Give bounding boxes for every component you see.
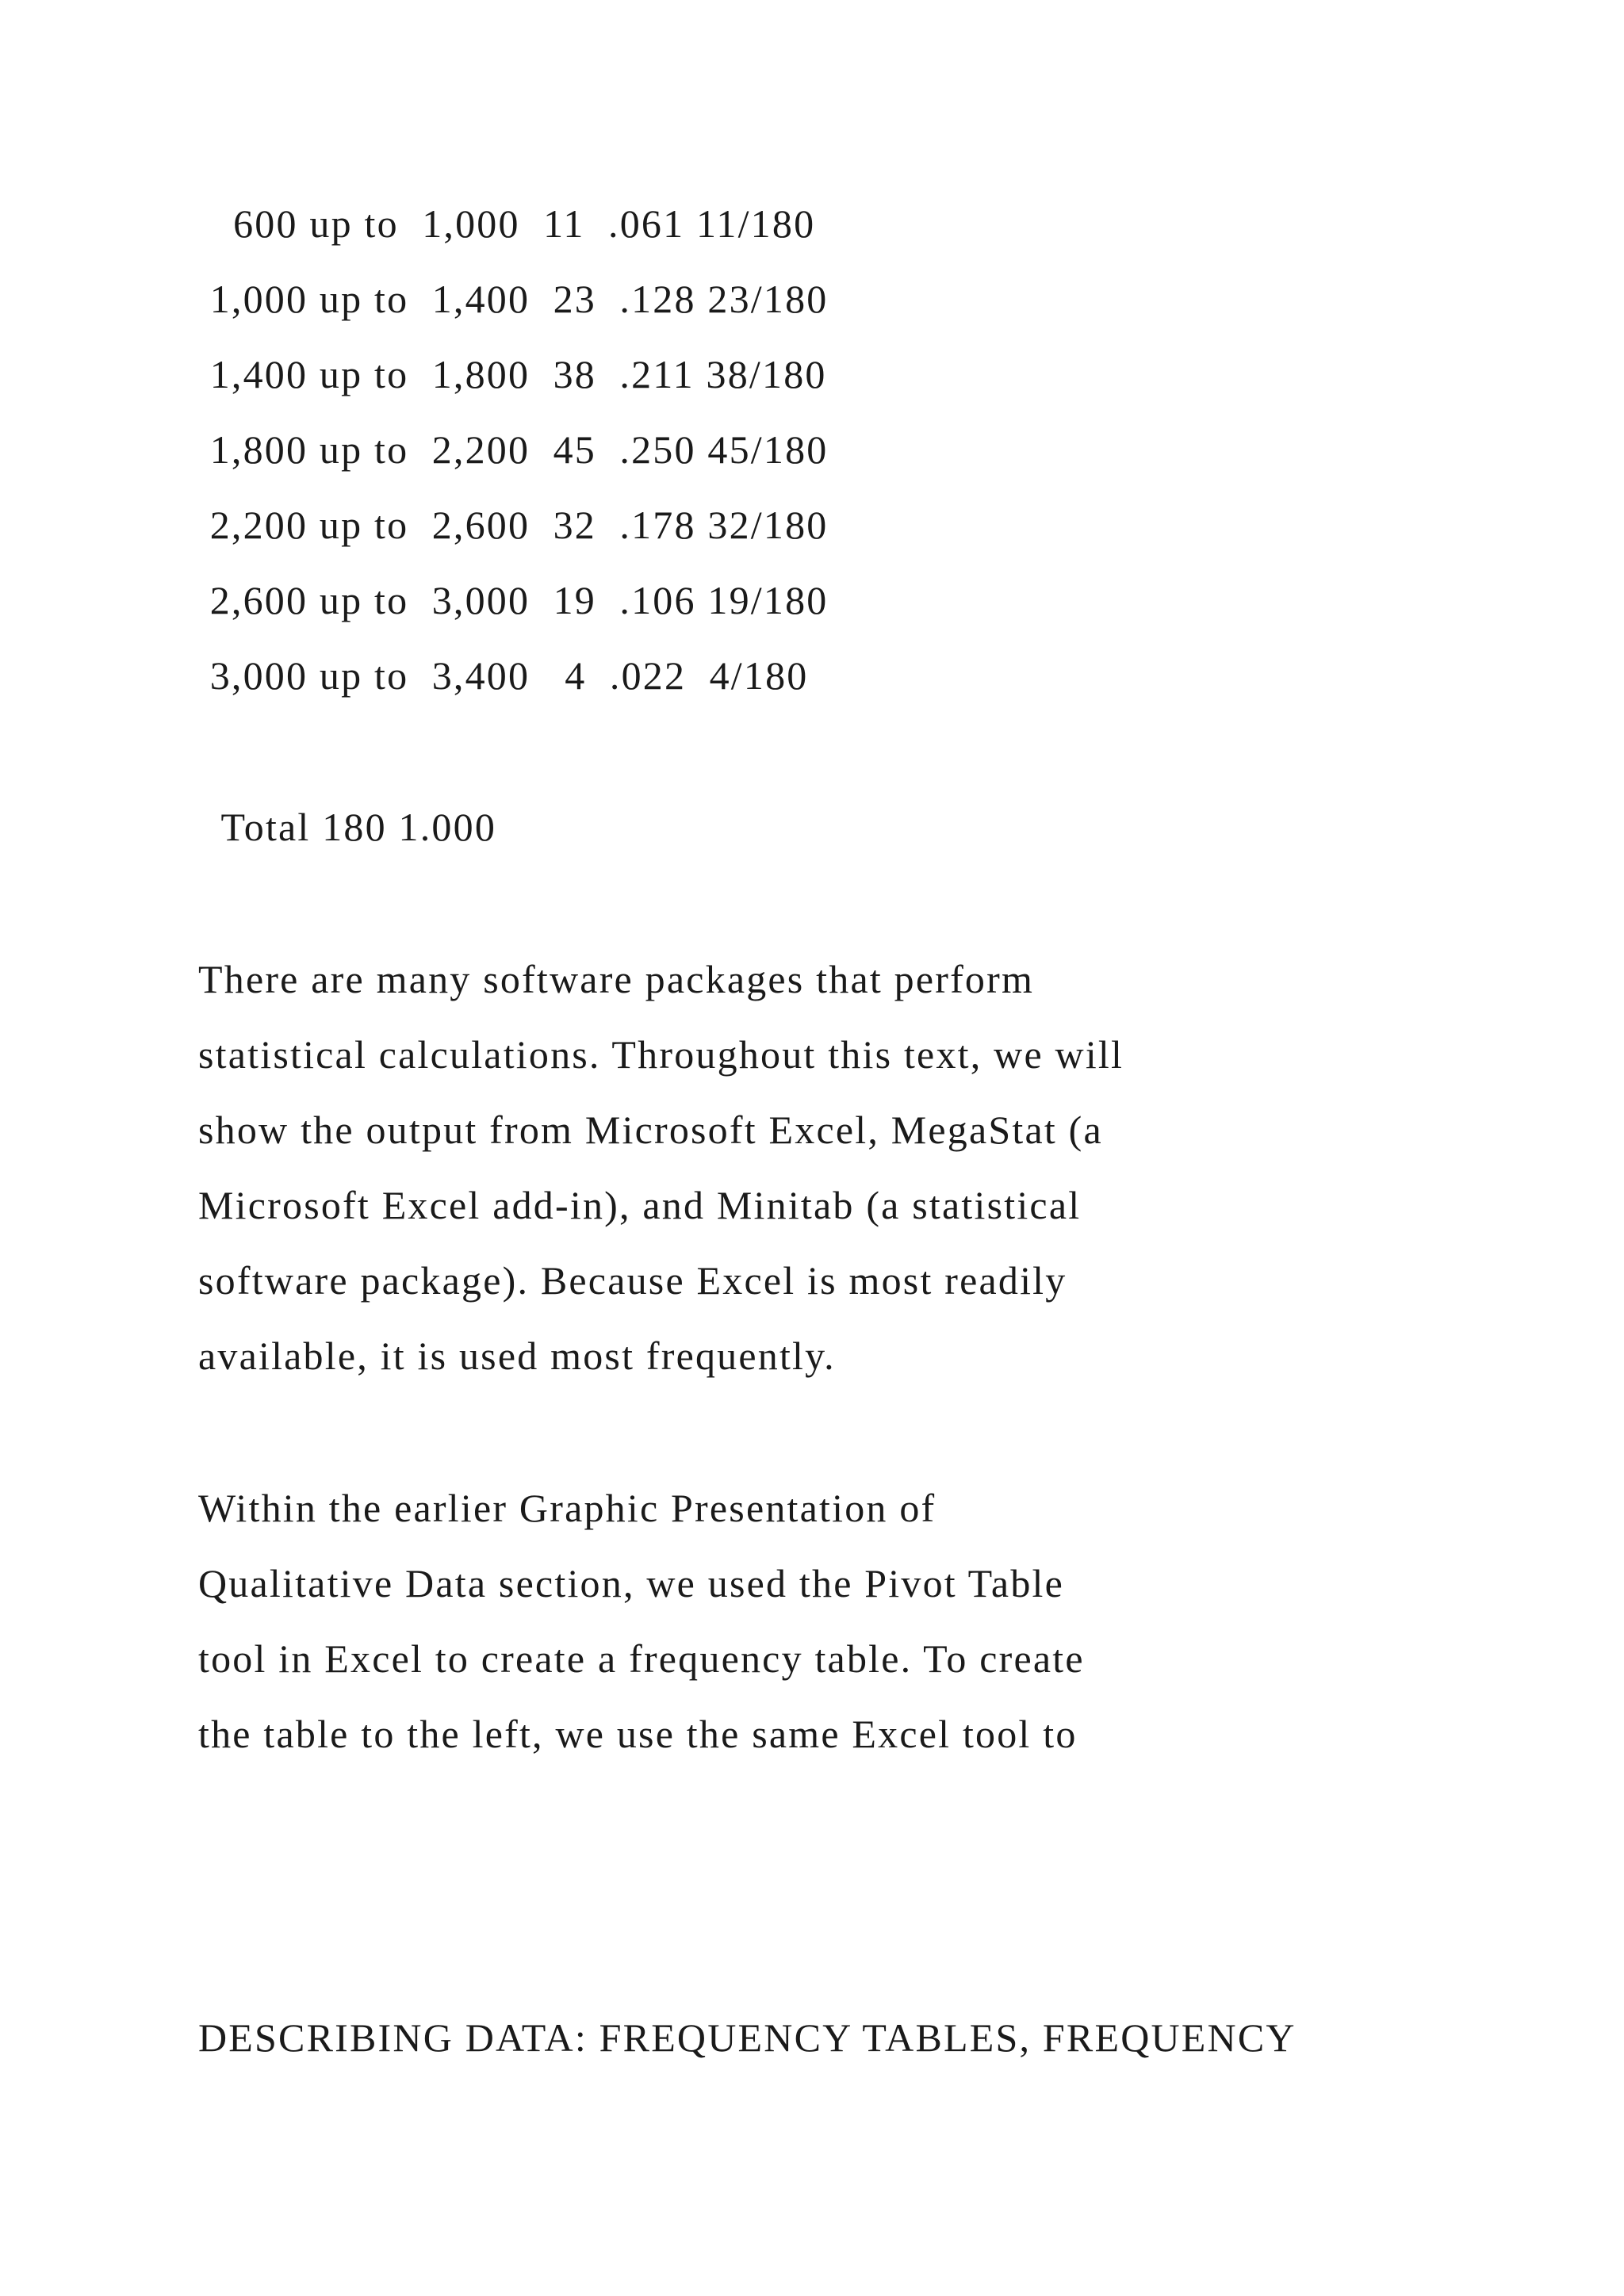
paragraph-line: Within the earlier Graphic Presentation of xyxy=(198,1486,936,1530)
paragraph-line: the table to the left, we use the same Excel tool to xyxy=(198,1712,1078,1756)
paragraph-line: Microsoft Excel add-in), and Minitab (a statistical xyxy=(198,1183,1082,1227)
frequency-table-row: 1,400 up to 1,800 38 .211 38/180 xyxy=(198,352,827,396)
paragraph-line: There are many software packages that perform xyxy=(198,957,1035,1001)
frequency-table-total: Total 180 1.000 xyxy=(198,805,497,849)
paragraph-line: statistical calculations. Throughout this text, we will xyxy=(198,1032,1124,1077)
frequency-table-row: 2,600 up to 3,000 19 .106 19/180 xyxy=(198,578,829,622)
paragraph-line: tool in Excel to create a frequency table. To create xyxy=(198,1636,1085,1681)
frequency-table-row: 600 up to 1,000 11 .061 11/180 xyxy=(198,201,816,246)
paragraph-line: software package). Because Excel is most readily xyxy=(198,1258,1067,1303)
frequency-table-row: 1,000 up to 1,400 23 .128 23/180 xyxy=(198,277,829,321)
frequency-table-row: 2,200 up to 2,600 32 .178 32/180 xyxy=(198,503,829,547)
paragraph-line: Qualitative Data section, we used the Pivot Table xyxy=(198,1561,1065,1605)
section-heading: DESCRIBING DATA: FREQUENCY TABLES, FREQUENCY xyxy=(198,2015,1297,2060)
frequency-table-row: 3,000 up to 3,400 4 .022 4/180 xyxy=(198,653,809,698)
paragraph-line: show the output from Microsoft Excel, MegaStat (a xyxy=(198,1108,1103,1152)
frequency-table-row: 1,800 up to 2,200 45 .250 45/180 xyxy=(198,427,829,472)
paragraph-line: available, it is used most frequently. xyxy=(198,1334,836,1378)
